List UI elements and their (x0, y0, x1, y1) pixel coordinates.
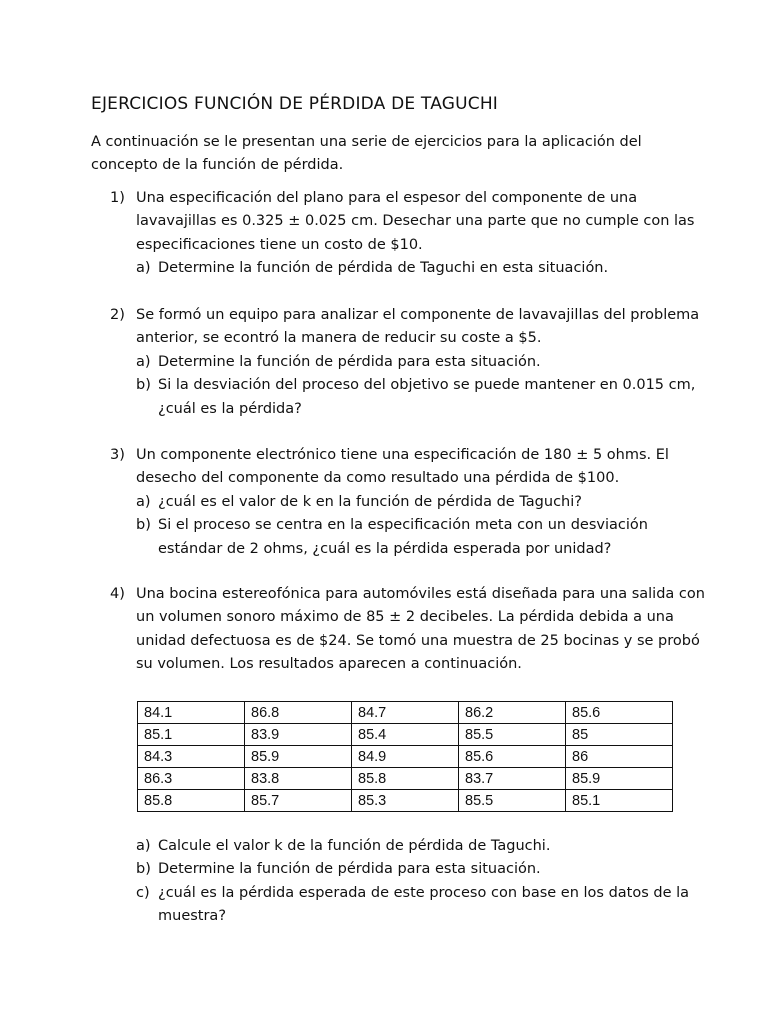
table-cell: 85.4 (352, 724, 459, 746)
item-text: Determine la función de pérdida para esta situación. (158, 861, 541, 878)
exercise-text: anterior, se econtró la manera de reducir su coste a $5. (136, 330, 542, 347)
table-cell: 83.8 (245, 768, 352, 790)
exercise-text: su volumen. Los resultados aparecen a continuación. (136, 656, 522, 673)
item-text: Si la desviación del proceso del objetivo se puede mantener en 0.015 cm, (158, 377, 696, 394)
exercise-text: Una bocina estereofónica para automóviles está diseñada para una salida con (136, 586, 705, 602)
exercise-number: 3) (110, 447, 125, 463)
item-text: muestra? (158, 908, 227, 925)
item-label: b) (136, 517, 151, 534)
item-label: b) (136, 377, 151, 394)
item-label: a) (136, 493, 151, 510)
table-cell: 86.8 (245, 702, 352, 724)
exercise-item (136, 835, 689, 858)
item-label: b) (136, 861, 151, 878)
item-text: ¿cuál es la pérdida? (158, 400, 302, 417)
exercise-item (136, 858, 689, 881)
exercise-text: Una especificación del plano para el espesor del componente de una (136, 190, 638, 206)
item-label: a) (136, 260, 151, 277)
table-cell: 85 (566, 724, 673, 746)
exercise-text: unidad defectuosa es de $24. Se tomó una muestra de 25 bocinas y se probó (136, 632, 700, 649)
table-cell: 84.1 (138, 702, 245, 724)
intro-line: concepto de la función de pérdida. (91, 157, 344, 173)
item-label: a) (136, 838, 151, 854)
table-cell: 86 (566, 746, 673, 768)
exercise-text: lavavajillas es 0.325 ± 0.025 cm. Desechar una parte que no cumple con las (136, 213, 695, 230)
item-text: ¿cuál es la pérdida esperada de este proceso con base en los datos de la (158, 884, 690, 901)
exercise-item (110, 491, 710, 514)
exercise-4 (110, 583, 710, 677)
exercise-item (110, 257, 710, 280)
table-cell: 85.1 (138, 724, 245, 746)
table-cell: 85.9 (245, 746, 352, 768)
exercise-text: Un componente electrónico tiene una especificación de 180 ± 5 ohms. El (136, 447, 669, 463)
table-row (138, 746, 673, 768)
table-cell: 83.9 (245, 724, 352, 746)
exercise-3 (110, 444, 710, 561)
item-text: Determine la función de pérdida de Taguchi en esta situación. (158, 260, 609, 277)
exercise-4-questions (136, 835, 689, 929)
table-cell: 85.6 (566, 702, 673, 724)
intro-paragraph (91, 131, 691, 177)
intro-line: A continuación se le presentan una serie de ejercicios para la aplicación del (91, 134, 642, 150)
item-text: estándar de 2 ohms, ¿cuál es la pérdida esperada por unidad? (158, 540, 612, 557)
table-cell: 85.5 (459, 724, 566, 746)
table-cell: 84.3 (138, 746, 245, 768)
item-label: a) (136, 353, 151, 370)
table-cell: 85.6 (459, 746, 566, 768)
item-text: ¿cuál es el valor de k en la función de pérdida de Taguchi? (158, 493, 582, 510)
exercise-line (110, 583, 710, 606)
exercise-text: Se formó un equipo para analizar el componente de lavavajillas del problema (136, 307, 700, 323)
table-row (138, 790, 673, 812)
table-cell: 86.2 (459, 702, 566, 724)
table-cell: 85.8 (138, 790, 245, 812)
exercise-item (110, 514, 710, 537)
exercise-text: un volumen sonoro máximo de 85 ± 2 decibeles. La pérdida debida a una (136, 609, 674, 626)
table-row (138, 702, 673, 724)
exercise-line (110, 444, 710, 467)
table-cell: 85.7 (245, 790, 352, 812)
table-row (138, 768, 673, 790)
table-cell: 84.7 (352, 702, 459, 724)
item-label: c) (136, 884, 150, 901)
page-title: EJERCICIOS FUNCIÓN DE PÉRDIDA DE TAGUCHI (91, 94, 499, 114)
exercise-number: 2) (110, 307, 125, 323)
exercise-item (110, 374, 710, 397)
exercise-2 (110, 304, 710, 421)
exercise-number: 1) (110, 190, 125, 206)
item-text: Determine la función de pérdida para esta situación. (158, 353, 541, 370)
exercise-line (110, 187, 710, 210)
item-text: Si el proceso se centra en la especificación meta con un desviación (158, 517, 648, 534)
exercise-item (136, 882, 689, 905)
samples-table (137, 701, 673, 812)
exercise-text: especificaciones tiene un costo de $10. (136, 236, 423, 253)
table-cell: 85.3 (352, 790, 459, 812)
exercise-1 (110, 187, 710, 281)
table-row (138, 724, 673, 746)
exercise-item (110, 351, 710, 374)
item-text: Calcule el valor k de la función de pérdida de Taguchi. (158, 838, 551, 854)
table-cell: 84.9 (352, 746, 459, 768)
table-cell: 83.7 (459, 768, 566, 790)
exercise-number: 4) (110, 586, 125, 602)
table-cell: 85.9 (566, 768, 673, 790)
exercise-text: desecho del componente da como resultado una pérdida de $100. (136, 470, 620, 487)
exercise-line (110, 304, 710, 327)
table-cell: 85.8 (352, 768, 459, 790)
table-cell: 85.1 (566, 790, 673, 812)
table-cell: 86.3 (138, 768, 245, 790)
table-cell: 85.5 (459, 790, 566, 812)
